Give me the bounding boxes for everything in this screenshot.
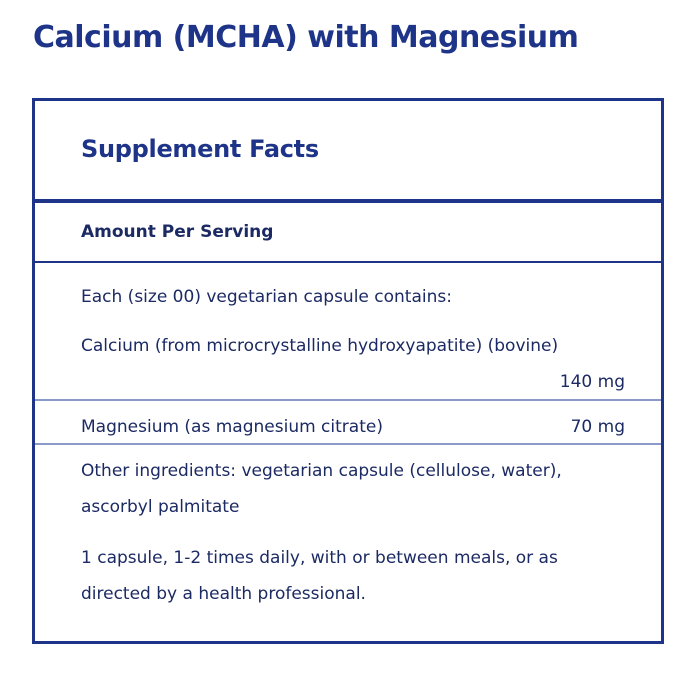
ingredient-amount-magnesium: 70 mg bbox=[570, 417, 625, 437]
supplement-facts-heading: Supplement Facts bbox=[81, 135, 319, 163]
thick-divider bbox=[35, 199, 661, 203]
product-title: Calcium (MCHA) with Magnesium bbox=[33, 20, 579, 55]
divider bbox=[35, 261, 661, 263]
supplement-facts-panel bbox=[32, 98, 664, 644]
thin-divider bbox=[35, 443, 661, 445]
ingredient-amount-calcium: 140 mg bbox=[559, 372, 625, 392]
directions-line-2: directed by a health professional. bbox=[81, 584, 366, 604]
directions-line-1: 1 capsule, 1-2 times daily, with or between meals, or as bbox=[81, 548, 558, 568]
serving-intro: Each (size 00) vegetarian capsule contains: bbox=[81, 287, 452, 307]
ingredient-name-calcium: Calcium (from microcrystalline hydroxyapatite) (bovine) bbox=[81, 336, 559, 356]
other-ingredients-line-1: Other ingredients: vegetarian capsule (cellulose, water), bbox=[81, 461, 562, 481]
ingredient-name-magnesium: Magnesium (as magnesium citrate) bbox=[81, 417, 383, 437]
other-ingredients-line-2: ascorbyl palmitate bbox=[81, 497, 240, 517]
thin-divider bbox=[35, 399, 661, 401]
amount-per-serving-label: Amount Per Serving bbox=[81, 222, 274, 242]
